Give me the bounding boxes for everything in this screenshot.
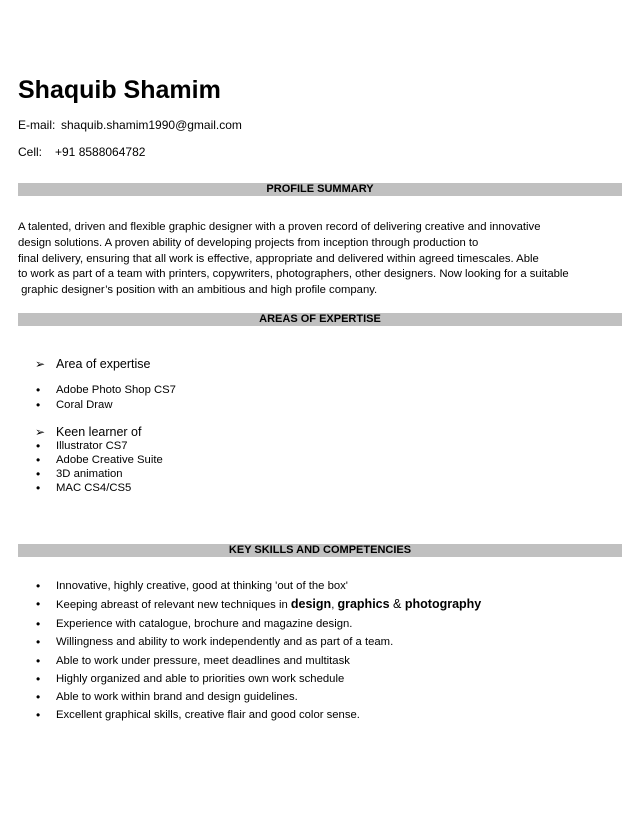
bullet-dot-icon: • bbox=[36, 579, 41, 593]
bullet-dot-icon: • bbox=[36, 453, 41, 467]
cell-line bbox=[18, 144, 145, 160]
emphasis-photography: photography bbox=[404, 597, 482, 611]
bullet-dot-icon: • bbox=[36, 481, 41, 495]
arrow-bullet-icon: ➢ bbox=[35, 357, 46, 371]
bullet-dot-icon: • bbox=[36, 690, 41, 704]
skill-text: Keeping abreast of relevant new techniques in bbox=[56, 599, 291, 611]
summary-line: A talented, driven and flexible graphic designer with a proven record of delivering creative and innovative bbox=[18, 221, 541, 233]
candidate-name: Shaquib Shamim bbox=[18, 76, 221, 104]
bullet-dot-icon: • bbox=[36, 617, 41, 631]
separator: , bbox=[331, 599, 338, 611]
bullet-dot-icon: • bbox=[36, 654, 41, 668]
section-bar-profile-summary: PROFILE SUMMARY bbox=[18, 183, 622, 196]
list-item-text: Illustrator CS7 bbox=[56, 440, 128, 452]
list-item-text: 3D animation bbox=[56, 468, 123, 480]
list-item-text: Innovative, highly creative, good at thinking 'out of the box' bbox=[56, 580, 348, 592]
emphasis-design: design bbox=[290, 597, 332, 611]
list-item-text: MAC CS4/CS5 bbox=[56, 482, 132, 494]
bullet-dot-icon: • bbox=[36, 398, 41, 412]
bullet-dot-icon: • bbox=[36, 467, 41, 481]
bullet-dot-icon: • bbox=[36, 597, 41, 611]
cell-value: +91 8588064782 bbox=[55, 145, 146, 159]
list-item-text: Excellent graphical skills, creative flair and good color sense. bbox=[56, 709, 360, 721]
list-item-text: Adobe Creative Suite bbox=[56, 454, 163, 466]
profile-summary bbox=[18, 220, 628, 299]
list-item-text: Able to work under pressure, meet deadlines and multitask bbox=[56, 655, 350, 667]
summary-line: design solutions. A proven ability of developing projects from inception through production to bbox=[18, 236, 479, 249]
list-item-text: Willingness and ability to work independently and as part of a team. bbox=[56, 636, 394, 648]
cell-label: Cell: bbox=[18, 145, 43, 159]
group-heading-text: Area of expertise bbox=[56, 357, 151, 371]
list-item-text: Coral Draw bbox=[56, 399, 113, 411]
arrow-bullet-icon: ➢ bbox=[35, 425, 46, 439]
bullet-dot-icon: • bbox=[36, 708, 41, 722]
email-line bbox=[18, 117, 242, 133]
list-item-text: Able to work within brand and design guidelines. bbox=[56, 691, 298, 703]
bullet-dot-icon: • bbox=[36, 383, 41, 397]
summary-line: graphic designer’s position with an ambitious and high profile company. bbox=[18, 284, 378, 297]
summary-line: final delivery, ensuring that all work is effective, appropriate and delivered within agreed timescales. Able bbox=[18, 252, 539, 265]
email-value: shaquib.shamim1990@gmail.com bbox=[61, 118, 242, 132]
list-item-text: Highly organized and able to priorities own work schedule bbox=[56, 673, 345, 685]
bullet-dot-icon: • bbox=[36, 672, 41, 686]
summary-line: to work as part of a team with printers, copywriters, photographers, other designers. Now looking for a suitable bbox=[18, 268, 569, 281]
list-item-text: Experience with catalogue, brochure and magazine design. bbox=[56, 618, 353, 630]
section-bar-areas-of-expertise: AREAS OF EXPERTISE bbox=[18, 313, 622, 326]
list-item-text bbox=[56, 597, 481, 613]
section-bar-key-skills: KEY SKILLS AND COMPETENCIES bbox=[18, 544, 622, 557]
bullet-dot-icon: • bbox=[36, 439, 41, 453]
separator: & bbox=[389, 597, 405, 611]
bullet-dot-icon: • bbox=[36, 635, 41, 649]
email-label: E-mail: bbox=[18, 118, 56, 132]
emphasis-graphics: graphics bbox=[337, 597, 390, 611]
list-item-text: Adobe Photo Shop CS7 bbox=[56, 384, 176, 396]
group-heading-text: Keen learner of bbox=[56, 425, 142, 439]
